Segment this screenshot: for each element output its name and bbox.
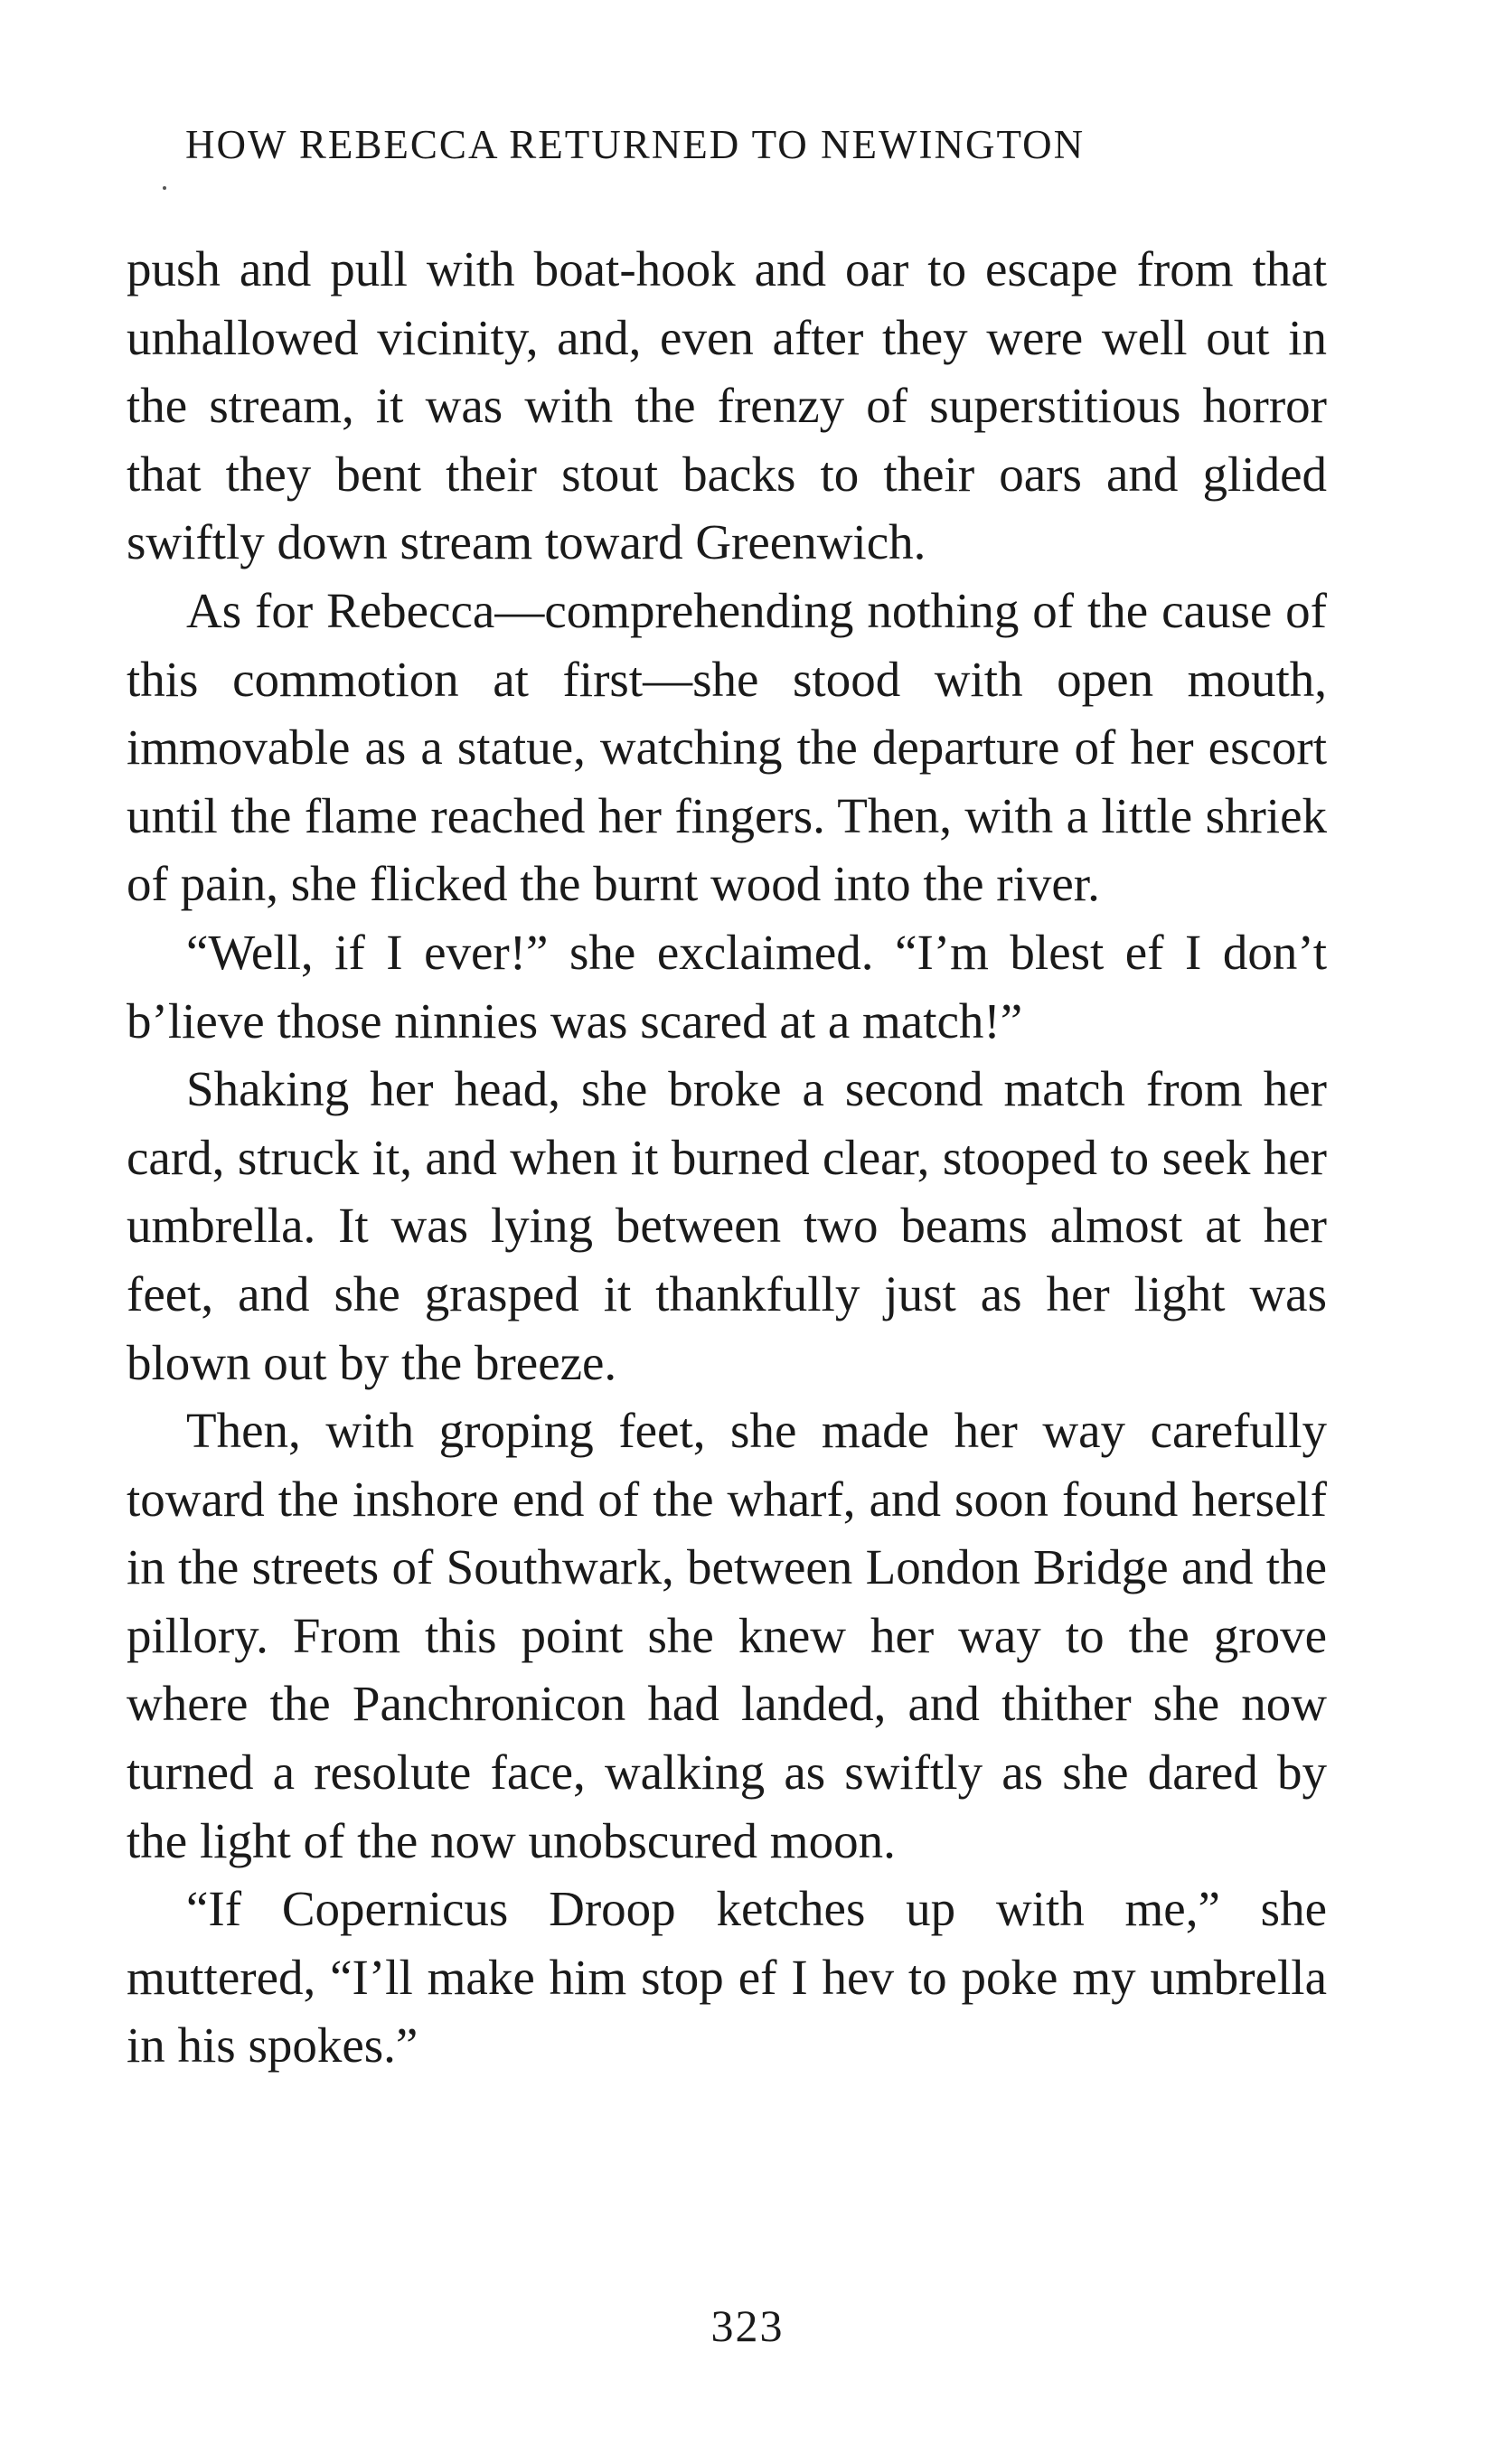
paragraph: “Well, if I ever!” she exclaimed. “I’m blest ef I don’t b’lieve those ninnies was scared at a match!” (127, 924, 1327, 1049)
paragraph: As for Rebecca—comprehending nothing of the cause of this commotion at first—she stood with open mouth, immovable as a statue, watching the departure of her escort until the flame reached her fingers. Then, with a little shriek of pain, she flicked the burnt wood into the river. (127, 582, 1327, 912)
paragraph: Shaking her head, she broke a second match from her card, struck it, and when it burned clear, stooped to seek her umbrella. It was lying between two beams almost at her feet, and she grasped it thankfully just as her light was blown out by the breeze. (127, 1061, 1327, 1390)
paragraph: Then, with groping feet, she made her way carefully toward the inshore end of the wharf, and soon found herself in the streets of Southwark, between London Bridge and the pillory. From this point she knew her way to the grove where the Panchronicon had landed, and thither she now turned a resolute face, walking as swiftly as she dared by the light of the now unobscured moon. (127, 1403, 1327, 1868)
running-title: HOW REBECCA RETURNED TO NEWINGTON (185, 122, 1086, 167)
ink-speck (163, 186, 166, 190)
page-number: 323 (710, 2300, 785, 2351)
paragraph: “If Copernicus Droop ketches up with me,” she muttered, “I’ll make him stop ef I hev to poke my umbrella in his spokes.” (127, 1881, 1327, 2074)
body-text (127, 235, 1327, 2080)
paragraph-continued: push and pull with boat-hook and oar to escape from that unhallowed vicinity, and, even after they were well out in the stream, it was with the frenzy of superstitious horror that they bent their stout backs to their oars and glided swiftly down stream toward Greenwich. (127, 241, 1327, 570)
